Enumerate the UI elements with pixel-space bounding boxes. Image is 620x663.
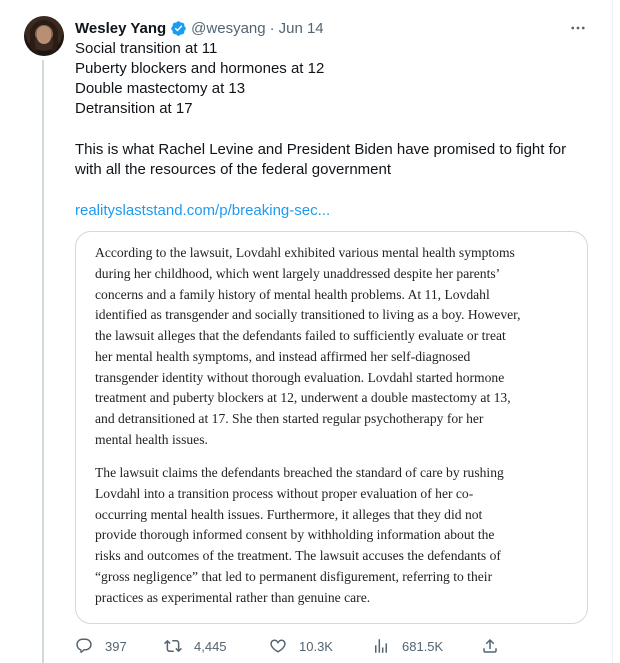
quote-line: and detransitioned at 17. She then started regular psychotherapy for her (95, 411, 484, 426)
quote-line: transgender identity without thorough evaluation. Lovdahl started hormone (95, 369, 505, 385)
quote-line: treatment and puberty blockers at 12, underwent a double mastectomy at 13, (95, 390, 511, 406)
like-button[interactable] (269, 637, 333, 655)
views-button[interactable] (372, 637, 443, 655)
quote-paragraph-1 (95, 243, 573, 451)
like-count: 10.3K (299, 638, 333, 654)
reply-count: 397 (105, 638, 127, 654)
quote-line: risks and outcomes of the treatment. The lawsuit accuses the defendants of (95, 548, 501, 563)
verified-badge-icon (170, 20, 187, 37)
quote-line: “gross negligence” that led to permanent disfigurement, referring to their (95, 568, 493, 584)
author-handle[interactable]: @wesyang (191, 19, 266, 37)
quote-line: identified as transgender and socially transitioned to living as a boy. However, (95, 307, 521, 323)
quote-line: According to the lawsuit, Lovdahl exhibited various mental health symptoms (95, 245, 515, 260)
tweet-line: Puberty blockers and hormones at 12 (75, 60, 325, 77)
quote-paragraph-2 (95, 463, 573, 608)
action-bar (75, 631, 595, 661)
quote-line: the lawsuit alleges that the defendants failed to sufficiently evaluate or treat (95, 328, 506, 343)
tweet-date[interactable]: Jun 14 (278, 19, 324, 37)
article-link[interactable]: realityslaststand.com/p/breaking-sec... (75, 202, 331, 219)
avatar-face (37, 26, 51, 44)
quote-line: during her childhood, which went largely unaddressed despite her parents’ (95, 265, 501, 281)
tweet-line: Detransition at 17 (75, 100, 193, 117)
reply-button[interactable] (75, 637, 127, 655)
like-icon (269, 637, 287, 655)
more-icon[interactable] (568, 18, 588, 38)
tweet-line: with all the resources of the federal government (75, 161, 392, 178)
quote-line: provide thorough informed consent by withholding information about the (95, 527, 495, 543)
reply-icon (75, 637, 93, 655)
views-icon (372, 637, 390, 655)
tweet-header (75, 17, 324, 39)
share-icon (481, 637, 499, 655)
share-button[interactable] (481, 637, 499, 655)
views-count: 681.5K (402, 638, 444, 654)
thread-line (42, 60, 44, 663)
quote-line: her mental health symptoms, and instead affirmed her self-diagnosed (95, 348, 471, 364)
tweet-line: Social transition at 11 (75, 40, 218, 57)
avatar[interactable] (24, 16, 64, 56)
retweet-count: 4,445 (194, 638, 227, 654)
retweet-icon (164, 637, 182, 655)
quote-line: The lawsuit claims the defendants breached the standard of care by rushing (95, 465, 504, 480)
quote-line: Lovdahl into a transition process without proper evaluation of her co- (95, 485, 474, 501)
separator-dot: · (269, 19, 275, 37)
quote-line: concerns and a family history of mental health problems. At 11, Lovdahl (95, 286, 490, 302)
tweet-paragraph (75, 140, 595, 180)
quote-image-card[interactable] (75, 231, 588, 624)
author-name[interactable]: Wesley Yang (75, 19, 167, 37)
quote-line: mental health issues. (95, 431, 208, 447)
retweet-button[interactable] (164, 637, 227, 655)
tweet-line: Double mastectomy at 13 (75, 80, 246, 97)
quote-line: practices as experimental rather than genuine care. (95, 589, 371, 605)
quote-line: occurring mental health issues. Furthermore, it alleges that they did not (95, 506, 483, 522)
tweet-text (75, 39, 595, 119)
tweet-line: This is what Rachel Levine and President Biden have promised to fight for (75, 141, 567, 158)
